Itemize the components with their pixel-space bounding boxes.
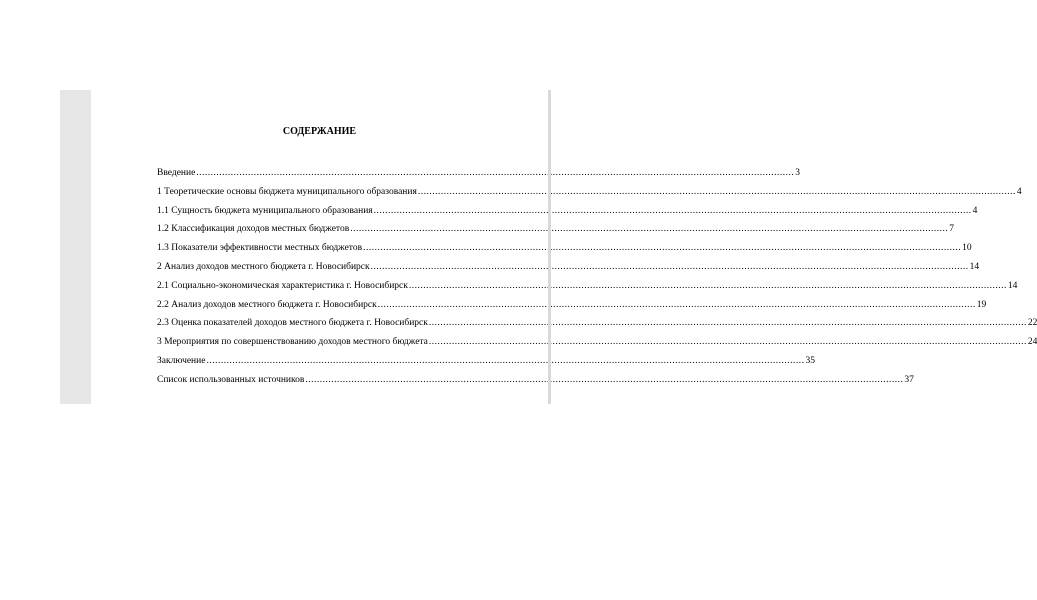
toc-entry-page: 37 <box>904 374 914 385</box>
toc-entry-page: 19 <box>976 299 987 310</box>
toc-leader-dots <box>305 371 903 390</box>
toc-entry-page: 22 <box>1027 318 1037 329</box>
toc-entry-text: 1.1 Сущность бюджета муниципального образования <box>157 205 373 216</box>
toc-entry-text: 2 Анализ доходов местного бюджета г. Новосибирск <box>157 261 370 272</box>
toc-entry-page: 3 <box>795 168 801 178</box>
toc-leader-dots <box>206 352 804 371</box>
toc-entry-page: 24 <box>1027 337 1037 348</box>
toc-entry[interactable] <box>157 202 978 221</box>
toc-entry-page: 7 <box>949 224 954 235</box>
toc-entry-text: Заключение <box>157 355 206 366</box>
toc-entry-page: 14 <box>969 261 980 272</box>
toc-entry[interactable] <box>157 352 815 371</box>
toc-entry-text: Список использованных источников <box>157 374 305 385</box>
toc-entry[interactable] <box>157 183 1022 202</box>
toc-entry-page: 35 <box>805 355 815 366</box>
toc-list <box>157 164 1037 390</box>
toc-entry[interactable] <box>157 277 1018 296</box>
document-page <box>91 90 1037 404</box>
toc-entry[interactable] <box>157 239 972 258</box>
toc-leader-dots <box>378 296 976 315</box>
toc-leader-dots <box>363 239 961 258</box>
page-edge-divider <box>548 90 551 404</box>
toc-leader-dots <box>371 258 969 277</box>
toc-leader-dots <box>196 164 794 183</box>
toc-entry[interactable] <box>157 164 801 183</box>
toc-leader-dots <box>429 333 1027 352</box>
toc-entry-text: 1.2 Классификация доходов местных бюджетов <box>157 224 350 235</box>
document-viewer <box>60 90 1037 404</box>
toc-entry-text: 2.3 Оценка показателей доходов местного бюджета г. Новосибирск <box>157 318 428 329</box>
toc-entry-text: 1.3 Показатели эффективности местных бюджетов <box>157 243 363 254</box>
toc-entry[interactable] <box>157 333 1037 352</box>
toc-entry-text: 3 Мероприятия по совершенствованию доходов местного бюджета <box>157 337 428 348</box>
toc-leader-dots <box>409 277 1007 296</box>
toc-entry-text: 1 Теоретические основы бюджета муниципального образования <box>157 186 417 197</box>
toc-leader-dots <box>429 314 1027 333</box>
toc-entry-page: 4 <box>972 205 978 216</box>
toc-entry[interactable] <box>157 220 954 239</box>
toc-entry-page: 14 <box>1007 280 1018 291</box>
toc-entry[interactable] <box>157 296 987 315</box>
toc-leader-dots <box>374 202 972 221</box>
toc-entry-page: 4 <box>1016 186 1022 197</box>
toc-leader-dots <box>350 220 948 239</box>
toc-entry[interactable] <box>157 371 914 390</box>
toc-title: СОДЕРЖАНИЕ <box>282 126 357 137</box>
toc-entry-page: 10 <box>962 243 972 254</box>
toc-entry[interactable] <box>157 258 980 277</box>
toc-entry-text: 2.2 Анализ доходов местного бюджета г. Новосибирск <box>157 299 377 310</box>
toc-entry-text: 2.1 Социально-экономическая характеристика г. Новосибирск <box>157 280 408 291</box>
toc-entry[interactable] <box>157 314 1037 333</box>
toc-leader-dots <box>418 183 1016 202</box>
toc-entry-text: Введение <box>157 168 196 178</box>
